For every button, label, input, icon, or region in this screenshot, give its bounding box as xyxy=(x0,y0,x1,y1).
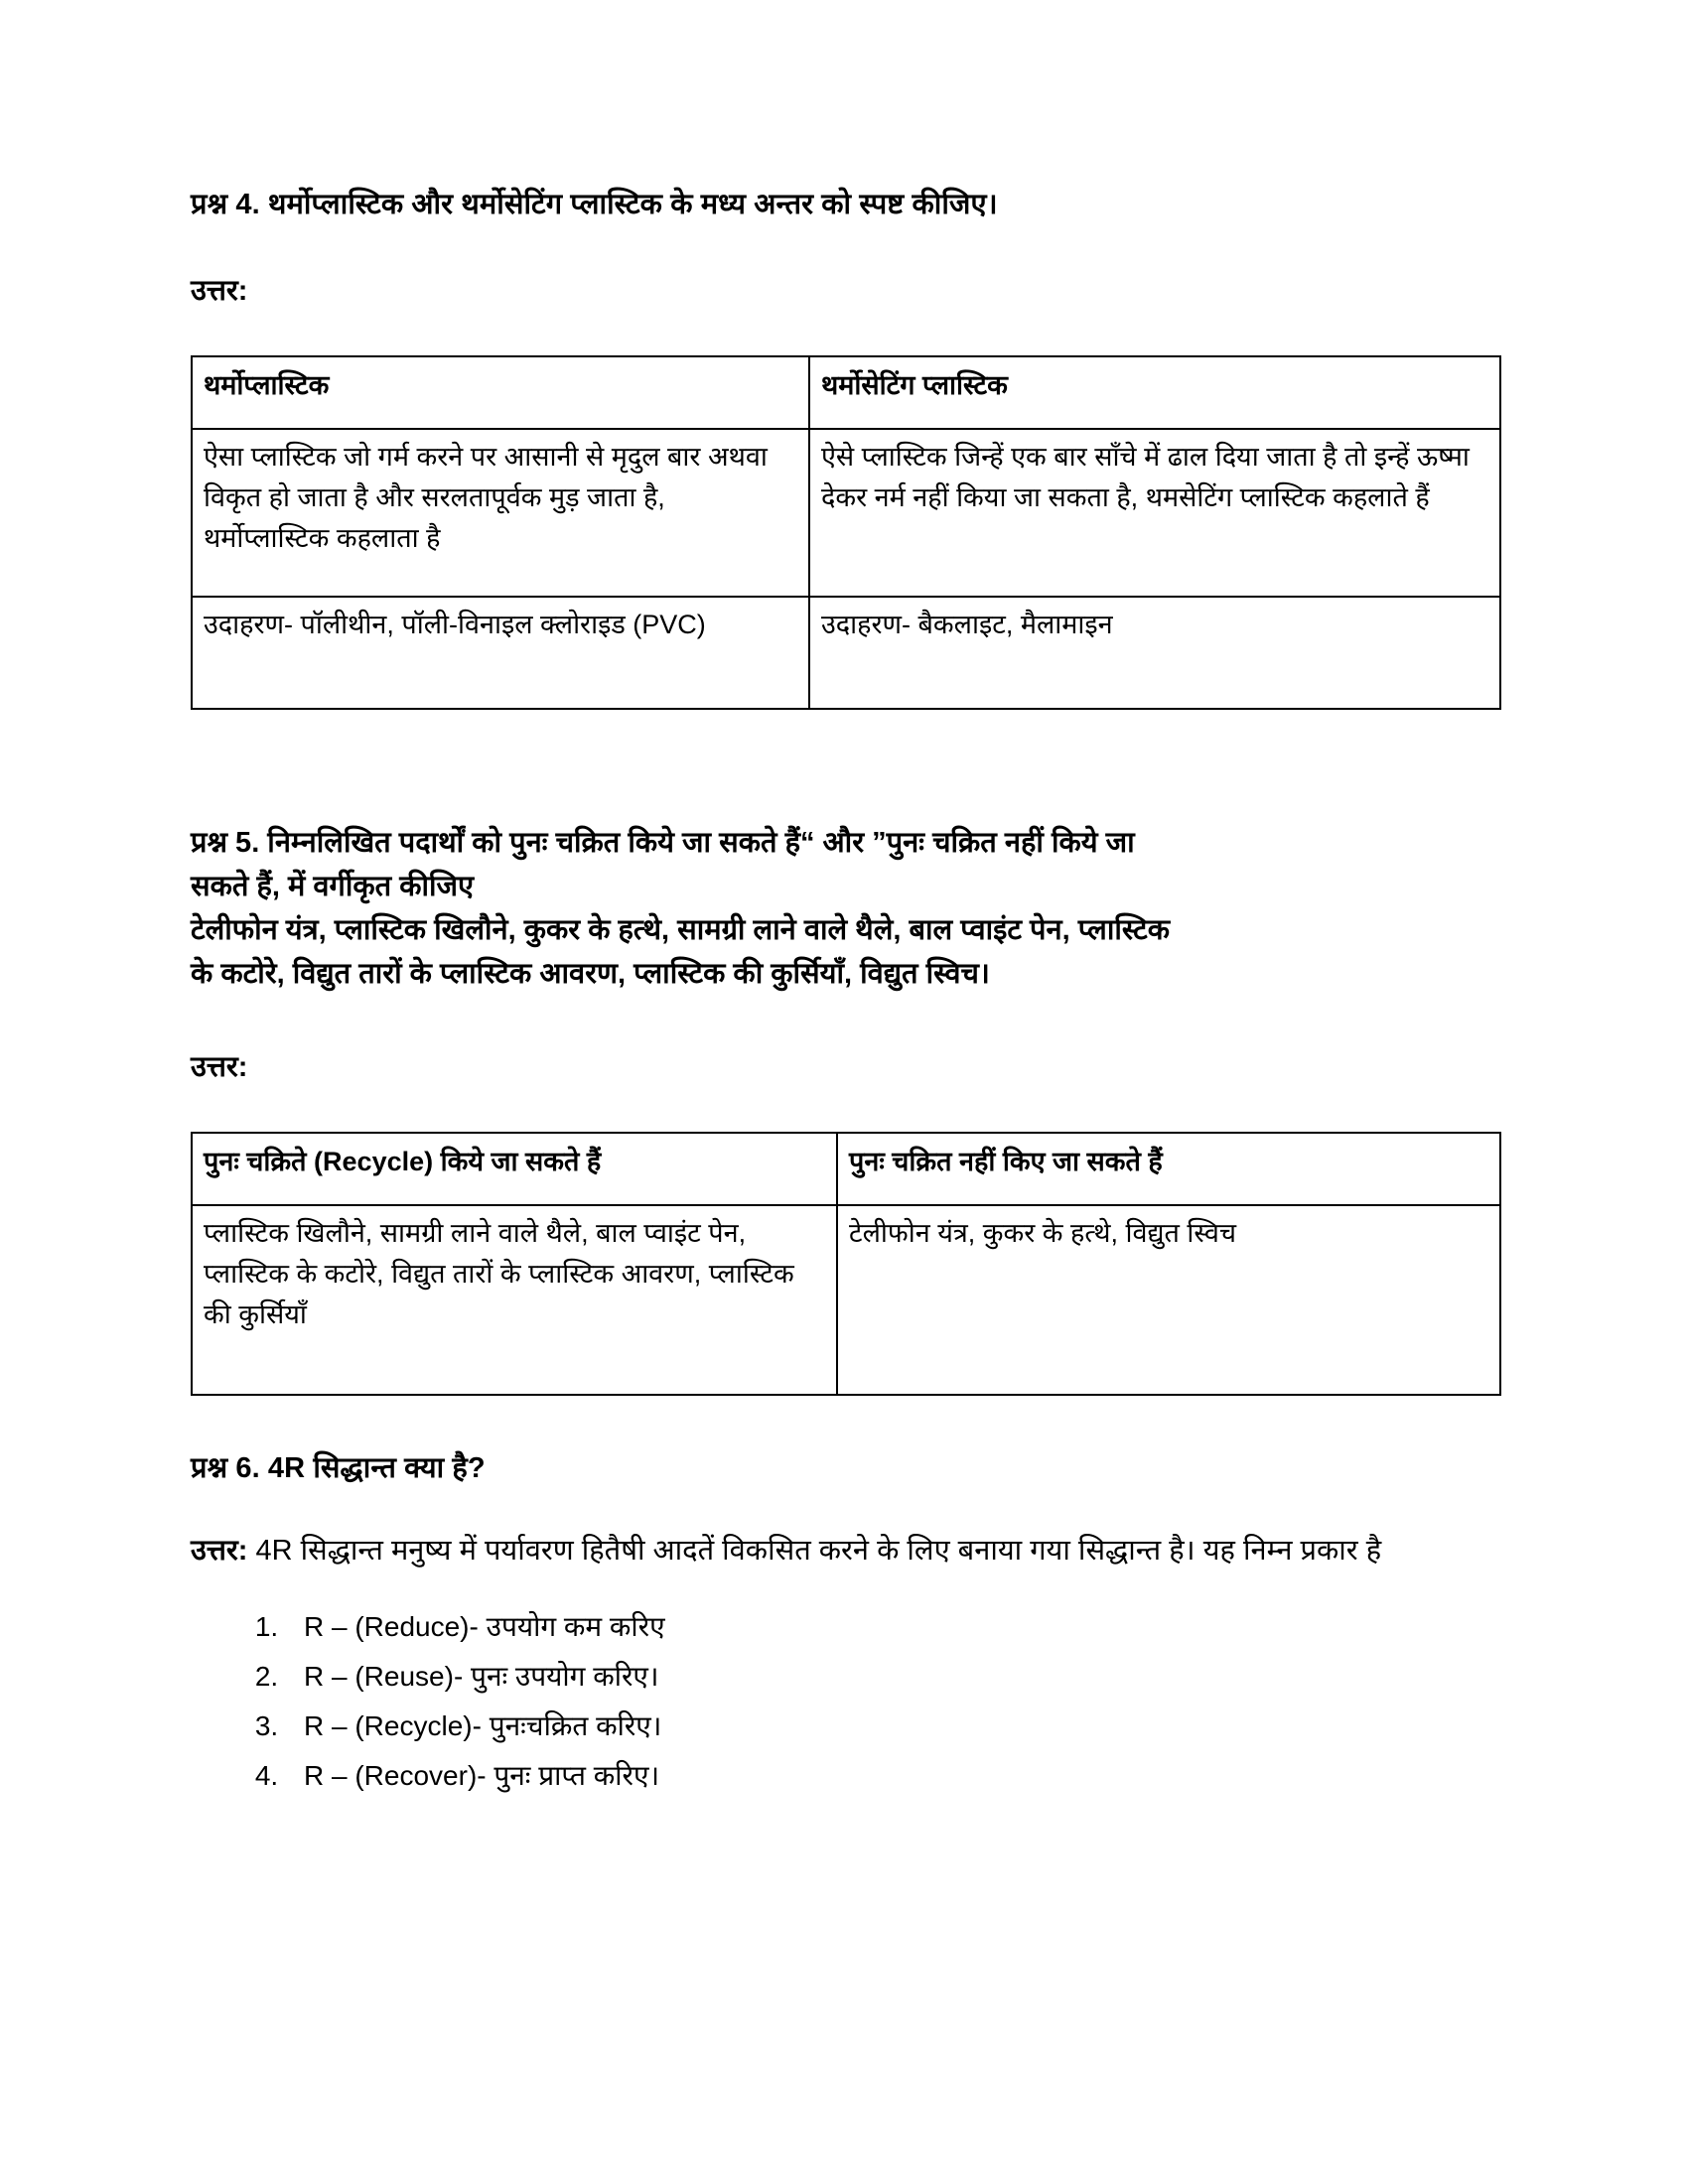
table-row xyxy=(192,429,1500,597)
table-cell-thermosetting-examples xyxy=(809,597,1500,709)
four-r-principle-list xyxy=(191,1603,1499,1801)
question-6-heading: प्रश्न 6. 4R सिद्धान्त क्या है? xyxy=(191,1451,486,1484)
list-item: 3. R – (Recycle)- पुनःचक्रित करिए। xyxy=(286,1703,1499,1750)
question-4-answer-label: उत्तर: xyxy=(191,275,248,308)
table-cell-thermoplastic-definition xyxy=(192,429,809,597)
question-5-heading-line-3: टेलीफोन यंत्र, प्लास्टिक खिलौने, कुकर के हत्थे, सामग्री लाने वाले थैले, बाल प्वाइंट पेन, प्लास्टिक xyxy=(191,913,1171,946)
cell-text: उदाहरण- पॉलीथीन, पॉली-विनाइल क्लोराइड (PVC) xyxy=(204,609,706,639)
table-cell-non-recyclable-items xyxy=(837,1205,1500,1395)
spacer xyxy=(191,1489,1499,1529)
question-5-heading-line-2: सकते हैं, में वर्गीकृत कीजिए xyxy=(191,870,475,902)
spacer xyxy=(191,996,1499,1047)
spacer xyxy=(191,312,1499,355)
table-header-recyclable: पुनः चक्रिते (Recycle) किये जा सकते हैं xyxy=(192,1133,837,1205)
table-cell-thermoplastic-examples xyxy=(192,597,809,709)
spacer xyxy=(191,1396,1499,1447)
table-row xyxy=(192,356,1500,429)
cell-text: ऐसा प्लास्टिक जो गर्म करने पर आसानी से मृदुल बार अथवा विकृत हो जाता है और सरलतापूर्वक मुड़ जाता है, थर्मोप्लास्टिक कहलाता है xyxy=(204,441,768,553)
cell-text: टेलीफोन यंत्र, कुकर के हत्थे, विद्युत स्विच xyxy=(849,1217,1237,1248)
table-row xyxy=(192,1133,1500,1205)
question-6-answer-label: उत्तर: xyxy=(191,1534,248,1567)
table-row xyxy=(192,597,1500,709)
question-5-heading-line-1: प्रश्न 5. निम्नलिखित पदार्थों को पुनः चक्रित किये जा सकते हैं“ और ”पुनः चक्रित नहीं किये जा xyxy=(191,826,1135,859)
table-cell-recyclable-items xyxy=(192,1205,837,1395)
question-5-heading xyxy=(191,821,1499,996)
table-header-thermoplastic: थर्मोप्लास्टिक xyxy=(192,356,809,429)
table-row xyxy=(192,1205,1500,1395)
thermoplastic-comparison-table xyxy=(191,355,1501,710)
table-header-non-recyclable: पुनः चक्रित नहीं किए जा सकते हैं xyxy=(837,1133,1500,1205)
table-header-thermosetting: थर्मोसेटिंग प्लास्टिक xyxy=(809,356,1500,429)
cell-text: प्लास्टिक खिलौने, सामग्री लाने वाले थैले, बाल प्वाइंट पेन, प्लास्टिक के कटोरे, विद्युत तारों के प्लास्टिक आवरण, प्लास्टिक की कुर्सियाँ xyxy=(204,1217,794,1329)
question-6-answer-paragraph xyxy=(191,1529,1499,1573)
question-5-heading-line-4: के कटोरे, विद्युत तारों के प्लास्टिक आवरण, प्लास्टिक की कुर्सियाँ, विद्युत स्विच। xyxy=(191,957,990,990)
question-5-answer-label: उत्तर: xyxy=(191,1050,248,1083)
question-4-heading: प्रश्न 4. थर्मोप्लास्टिक और थर्मोसेटिंग प्लास्टिक के मध्य अन्तर को स्पष्ट कीजिए। xyxy=(191,189,998,220)
spacer xyxy=(191,1088,1499,1132)
cell-text: उदाहरण- बैकलाइट, मैलामाइन xyxy=(821,609,1113,639)
list-item: 1. R – (Reduce)- उपयोग कम करिए xyxy=(286,1603,1499,1651)
cell-text: ऐसे प्लास्टिक जिन्हें एक बार साँचे में ढाल दिया जाता है तो इन्हें ऊष्मा देकर नर्म नहीं किया जा सकता है, थमसेटिंग प्लास्टिक कहलाते हैं xyxy=(821,441,1470,512)
recyclable-classification-table xyxy=(191,1132,1501,1396)
list-item: 2. R – (Reuse)- पुनः उपयोग करिए। xyxy=(286,1653,1499,1701)
list-item: 4. R – (Recover)- पुनः प्राप्त करिए। xyxy=(286,1752,1499,1800)
table-cell-thermosetting-definition xyxy=(809,429,1500,597)
spacer xyxy=(191,710,1499,821)
spacer xyxy=(191,225,1499,271)
question-6-answer-text: 4R सिद्धान्त मनुष्य में पर्यावरण हितैषी आदतें विकसित करने के लिए बनाया गया सिद्धान्त है। यह निम्न प्रकार है xyxy=(247,1534,1382,1567)
